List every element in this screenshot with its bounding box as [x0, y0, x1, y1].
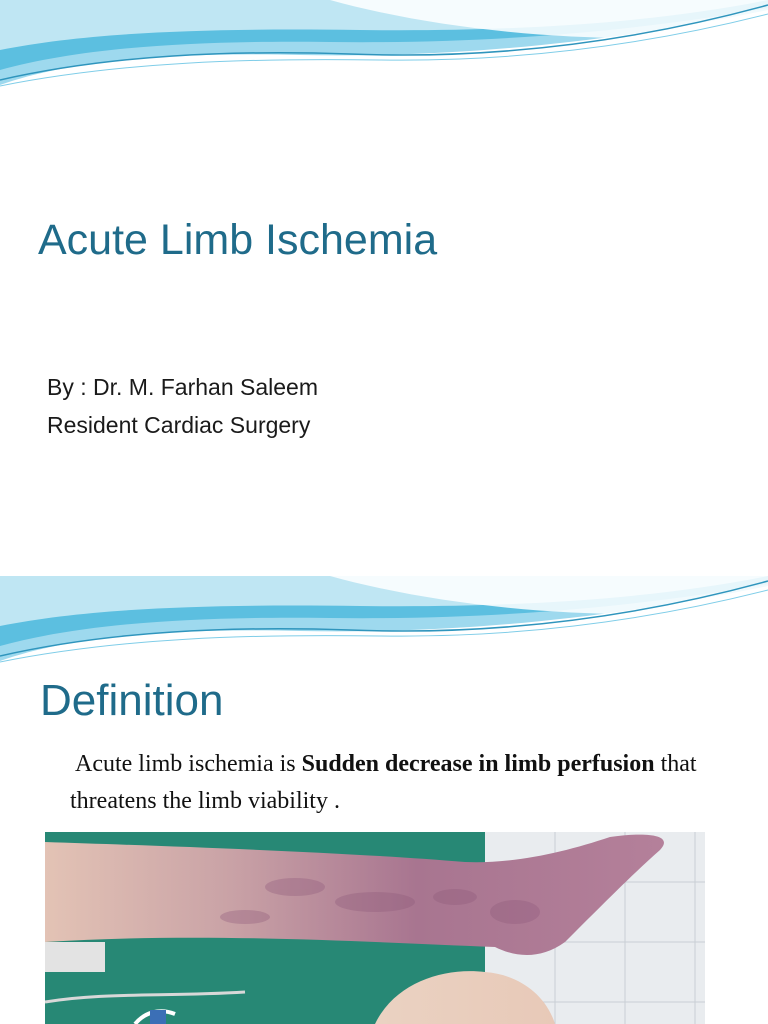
definition-bold: Sudden decrease in limb perfusion — [301, 751, 655, 777]
definition-part2: that threatens the limb viability . — [70, 751, 697, 814]
header-wave-decoration — [0, 576, 768, 666]
author-line: By : Dr. M. Farhan Saleem — [47, 374, 318, 400]
definition-text — [70, 746, 710, 820]
definition-slide — [0, 576, 768, 1024]
slide-title: Definition — [40, 676, 224, 725]
definition-part1: Acute limb ischemia is — [75, 751, 302, 777]
header-wave-decoration — [0, 0, 768, 90]
ischemic-leg-photo — [45, 832, 705, 1024]
role-line: Resident Cardiac Surgery — [47, 412, 311, 438]
slide-title: Acute Limb Ischemia — [38, 216, 438, 264]
